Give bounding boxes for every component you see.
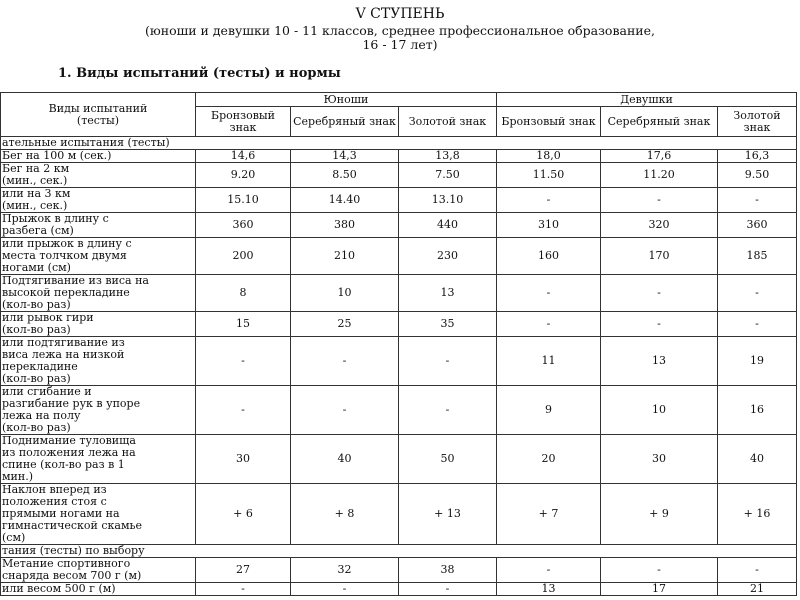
norm-value: -: [601, 188, 718, 213]
test-name: или подтягивание из виса лежа на низкой перекладине (кол-во раз): [1, 337, 196, 386]
norm-value: 13,8: [399, 150, 497, 163]
header-girls-gold: Золотой знак: [718, 107, 797, 137]
norm-value: + 8: [291, 484, 399, 545]
norm-value: -: [718, 275, 797, 312]
norm-value: -: [399, 337, 497, 386]
test-name: Поднимание туловища из положения лежа на спине (кол-во раз в 1 мин.): [1, 435, 196, 484]
norm-value: 8: [196, 275, 291, 312]
norm-value: 32: [291, 558, 399, 583]
norm-value: 40: [291, 435, 399, 484]
norm-value: -: [497, 558, 601, 583]
subtitle-line-2: 16 - 17 лет): [362, 37, 438, 52]
norm-value: 14,6: [196, 150, 291, 163]
norm-value: 40: [718, 435, 797, 484]
table-row: [1, 435, 797, 484]
norm-value: 18,0: [497, 150, 601, 163]
norm-value: -: [196, 583, 291, 596]
norm-value: 21: [718, 583, 797, 596]
section-heading: 1. Виды испытаний (тесты) и нормы: [58, 66, 341, 81]
norm-value: + 13: [399, 484, 497, 545]
table-row: [1, 484, 797, 545]
norm-value: 310: [497, 213, 601, 238]
table-row: [1, 238, 797, 275]
norm-value: -: [601, 275, 718, 312]
norm-value: 7.50: [399, 163, 497, 188]
norm-value: 11.20: [601, 163, 718, 188]
norm-value: 25: [291, 312, 399, 337]
norm-value: 8.50: [291, 163, 399, 188]
norm-value: 16: [718, 386, 797, 435]
norm-value: 440: [399, 213, 497, 238]
norm-value: 10: [291, 275, 399, 312]
test-name: Бег на 2 км (мин., сек.): [1, 163, 196, 188]
table-row: [1, 150, 797, 163]
norm-value: -: [718, 558, 797, 583]
norm-value: 15: [196, 312, 291, 337]
table-row: [1, 163, 797, 188]
table-row: [1, 337, 797, 386]
table-row: [1, 188, 797, 213]
norm-value: 9.50: [718, 163, 797, 188]
section-label: тания (тесты) по выбору: [1, 545, 797, 558]
norm-value: -: [497, 312, 601, 337]
table-row: [1, 583, 797, 596]
norm-value: 210: [291, 238, 399, 275]
norm-value: 17: [601, 583, 718, 596]
norm-value: 320: [601, 213, 718, 238]
test-name: или на 3 км (мин., сек.): [1, 188, 196, 213]
norm-value: 20: [497, 435, 601, 484]
table-row: [1, 275, 797, 312]
table-row: [1, 386, 797, 435]
norm-value: -: [601, 558, 718, 583]
section-row: [1, 545, 797, 558]
norm-value: -: [399, 583, 497, 596]
test-name: или сгибание и разгибание рук в упоре лежа на полу (кол-во раз): [1, 386, 196, 435]
norms-table: [0, 92, 797, 596]
header-girls: Девушки: [497, 93, 797, 107]
test-name: или прыжок в длину с места толчком двумя ногами (см): [1, 238, 196, 275]
section-row: [1, 137, 797, 150]
norm-value: 13.10: [399, 188, 497, 213]
norm-value: -: [718, 312, 797, 337]
norm-value: 160: [497, 238, 601, 275]
norm-value: -: [497, 275, 601, 312]
header-boys-silver: Серебряный знак: [291, 107, 399, 137]
norm-value: -: [497, 188, 601, 213]
norm-value: -: [291, 386, 399, 435]
norm-value: 17,6: [601, 150, 718, 163]
header-girls-bronze: Бронзовый знак: [497, 107, 601, 137]
norm-value: -: [399, 386, 497, 435]
header-boys: Юноши: [196, 93, 497, 107]
norm-value: 38: [399, 558, 497, 583]
norm-value: 30: [601, 435, 718, 484]
norm-value: 16,3: [718, 150, 797, 163]
test-name: Метание спортивного снаряда весом 700 г (м): [1, 558, 196, 583]
norm-value: 13: [399, 275, 497, 312]
norm-value: 9: [497, 386, 601, 435]
table-body: [1, 137, 797, 596]
header-girls-silver: Серебряный знак: [601, 107, 718, 137]
test-name: Подтягивание из виса на высокой перекладине (кол-во раз): [1, 275, 196, 312]
subtitle-line-1: (юноши и девушки 10 - 11 классов, среднее профессиональное образование,: [145, 23, 655, 38]
norm-value: 19: [718, 337, 797, 386]
test-name: или рывок гири (кол-во раз): [1, 312, 196, 337]
norm-value: 13: [497, 583, 601, 596]
norm-value: -: [196, 386, 291, 435]
norm-value: + 9: [601, 484, 718, 545]
norm-value: + 16: [718, 484, 797, 545]
test-name: Бег на 100 м (сек.): [1, 150, 196, 163]
norm-value: 13: [601, 337, 718, 386]
header-boys-bronze: Бронзовый знак: [196, 107, 291, 137]
page-subtitle: [0, 24, 800, 52]
test-name: или весом 500 г (м): [1, 583, 196, 596]
test-name: Наклон вперед из положения стоя с прямыми ногами на гимнастической скамье (см): [1, 484, 196, 545]
norm-value: + 6: [196, 484, 291, 545]
norm-value: -: [718, 188, 797, 213]
norm-value: 30: [196, 435, 291, 484]
norm-value: 27: [196, 558, 291, 583]
header-boys-gold: Золотой знак: [399, 107, 497, 137]
norm-value: -: [601, 312, 718, 337]
norm-value: 14.40: [291, 188, 399, 213]
norm-value: 360: [718, 213, 797, 238]
norm-value: -: [291, 583, 399, 596]
header-test-types: Виды испытаний (тесты): [1, 93, 196, 137]
norm-value: 170: [601, 238, 718, 275]
norm-value: 10: [601, 386, 718, 435]
norm-value: -: [291, 337, 399, 386]
norm-value: 11: [497, 337, 601, 386]
table-row: [1, 312, 797, 337]
section-label: ательные испытания (тесты): [1, 137, 797, 150]
page-title: V СТУПЕНЬ: [355, 6, 445, 22]
test-name: Прыжок в длину с разбега (см): [1, 213, 196, 238]
norm-value: 185: [718, 238, 797, 275]
norm-value: 14,3: [291, 150, 399, 163]
norm-value: 230: [399, 238, 497, 275]
norm-value: 15.10: [196, 188, 291, 213]
norm-value: 9.20: [196, 163, 291, 188]
norm-value: 11.50: [497, 163, 601, 188]
norm-value: + 7: [497, 484, 601, 545]
norm-value: 380: [291, 213, 399, 238]
norm-value: 360: [196, 213, 291, 238]
table-row: [1, 213, 797, 238]
norm-value: 35: [399, 312, 497, 337]
norm-value: 50: [399, 435, 497, 484]
norm-value: -: [196, 337, 291, 386]
table-row: [1, 558, 797, 583]
norm-value: 200: [196, 238, 291, 275]
